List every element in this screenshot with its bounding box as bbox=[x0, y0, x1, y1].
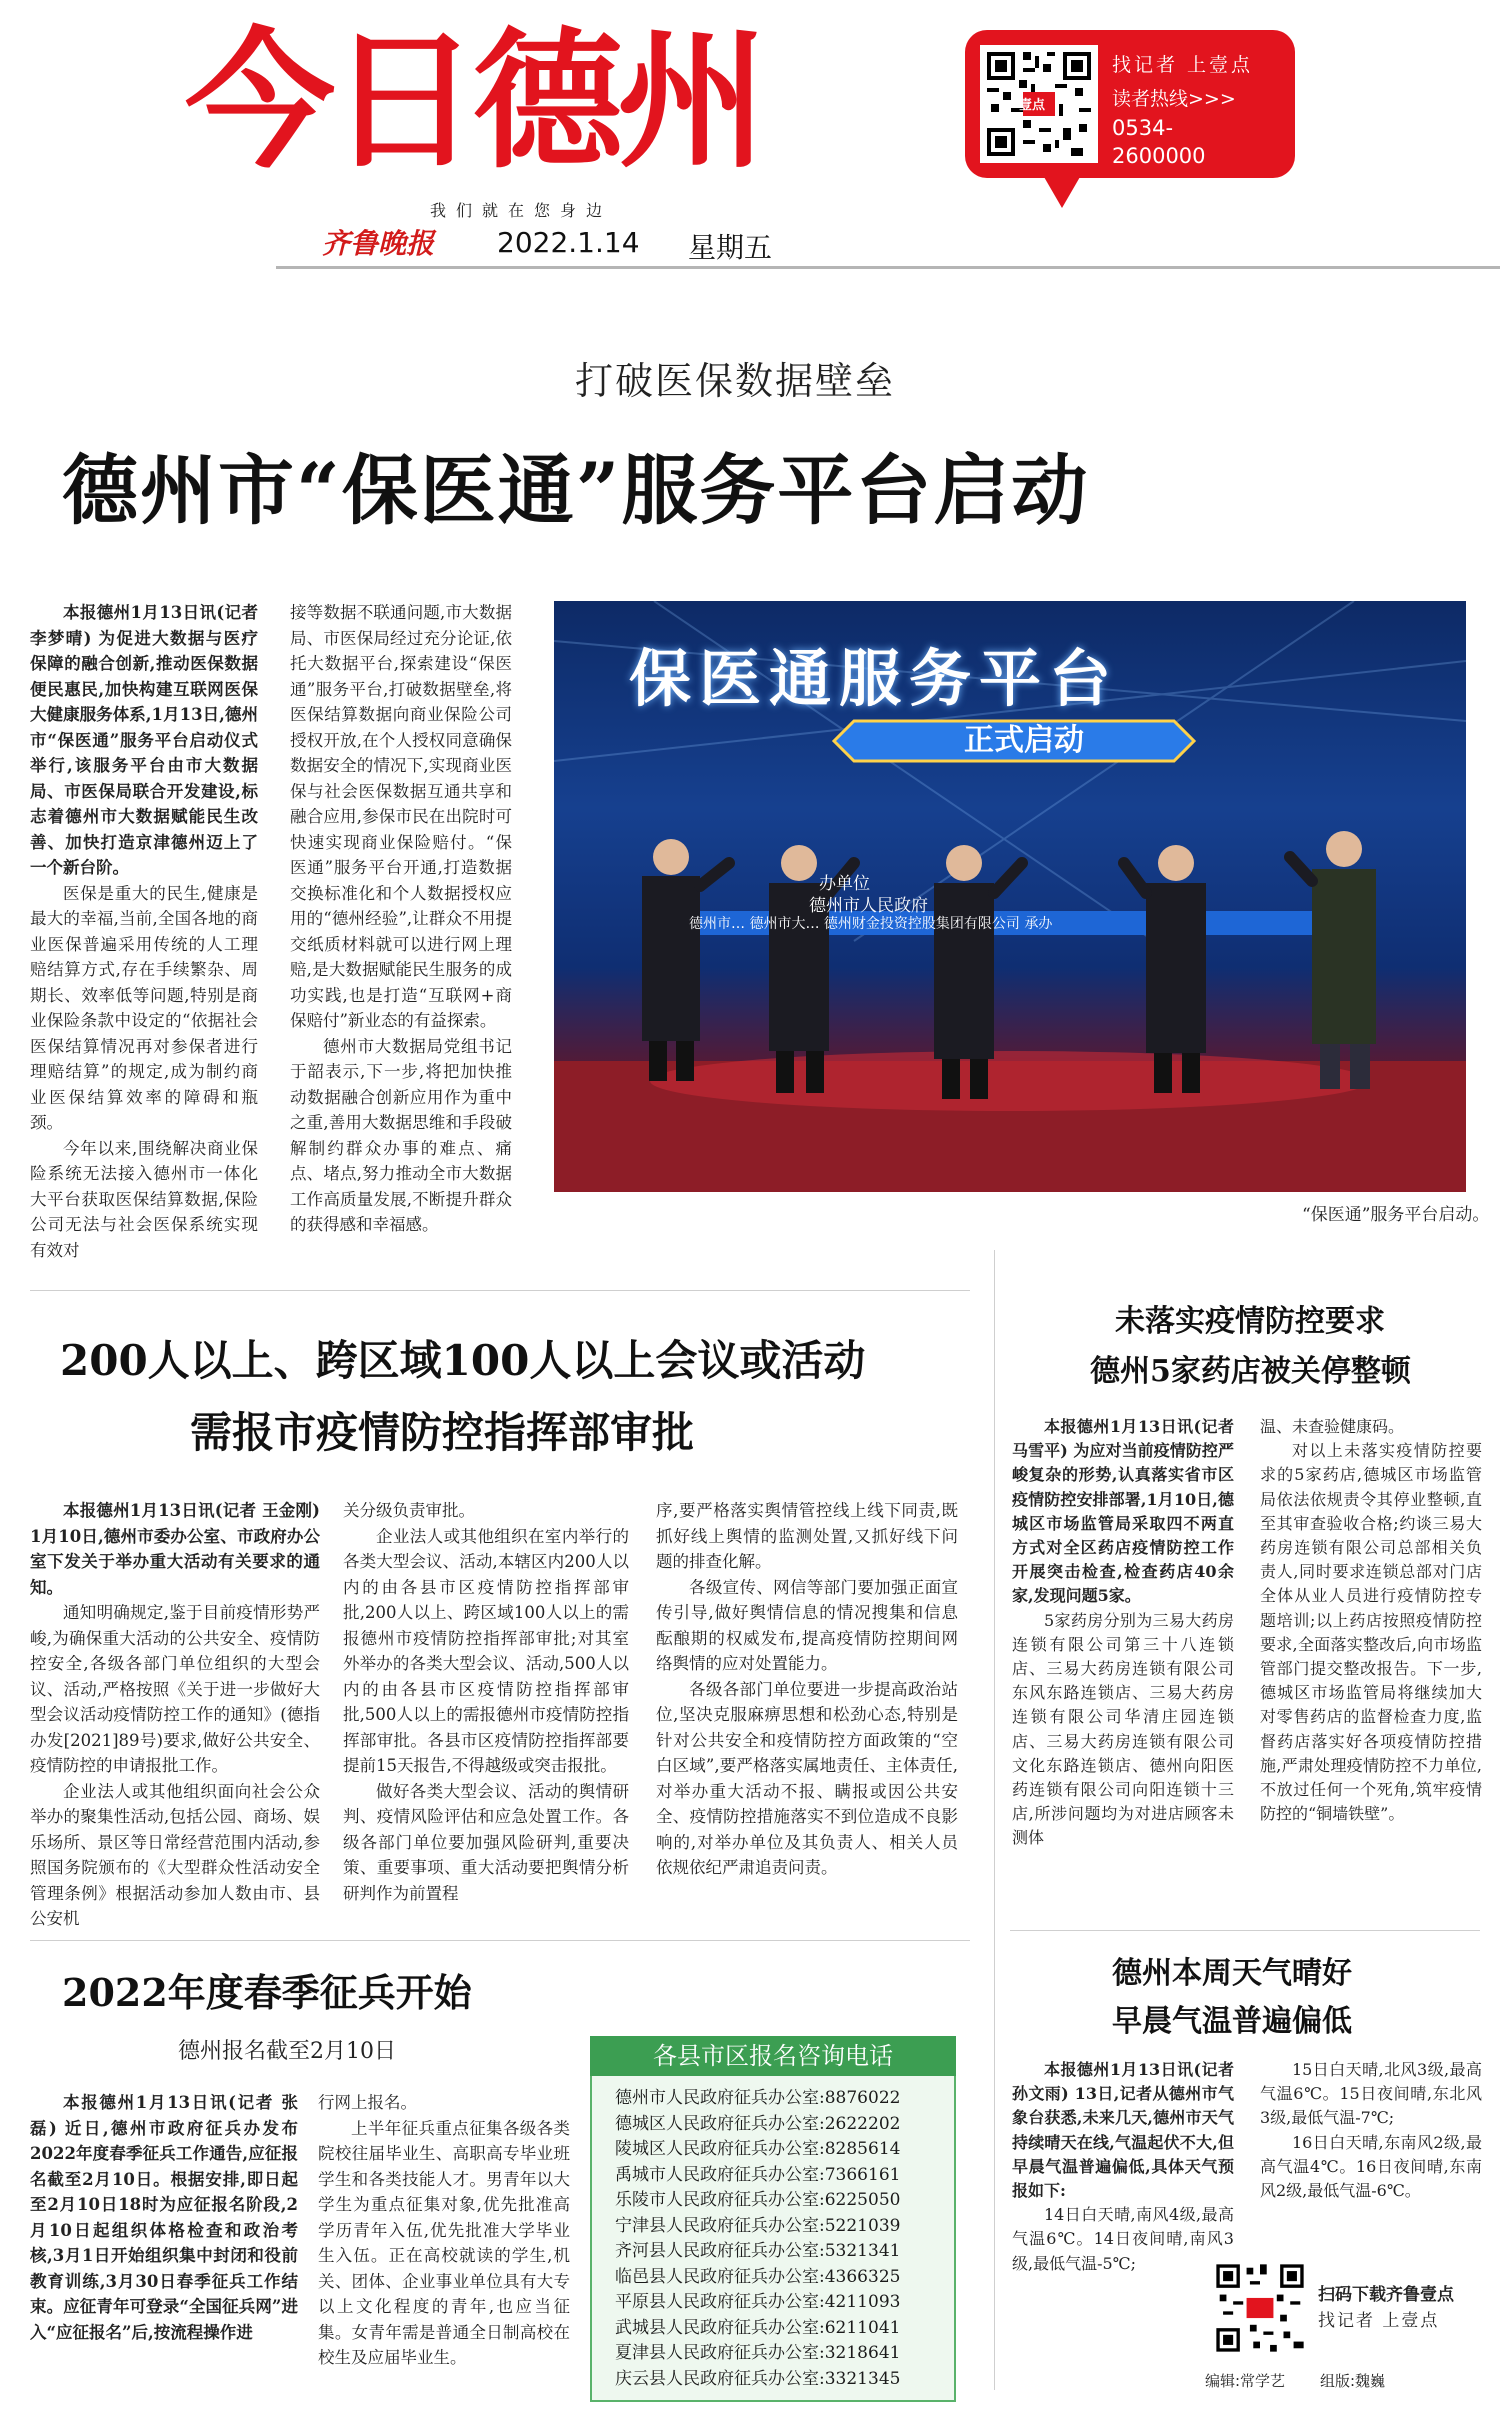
lead-column-2 bbox=[290, 600, 512, 1280]
app-download-qr-icon[interactable] bbox=[1210, 2258, 1310, 2358]
phone-list-title: 各县市区报名咨询电话 bbox=[590, 2036, 956, 2076]
weather-headline-1: 德州本周天气晴好 bbox=[1112, 1956, 1352, 1991]
meeting-paragraph: 企业法人或其他组织面向社会公众举办的聚集性活动,包括公园、商场、娱乐场所、景区等日常经营范围内活动,参照国务院颁布的《大型群众性活动安全管理条例》根据活动参加人数由市、县公安机 bbox=[30, 1781, 320, 1928]
section-divider bbox=[30, 1290, 970, 1291]
photo-strip-text: 德州市… 德州市大… 德州财金投资控股集团有限公司 承办 bbox=[689, 916, 1053, 932]
office-name: 临邑县人民政府征兵办公室: bbox=[615, 2266, 825, 2287]
office-phone: 7366161 bbox=[824, 2164, 901, 2185]
office-phone: 8876022 bbox=[824, 2088, 901, 2108]
office-phone: 4211093 bbox=[824, 2292, 901, 2312]
pharmacy-paragraph: 5家药房分别为三易大药房连锁有限公司第三十八连锁店、三易大药房连锁有限公司东风东路连锁店、三易大药房连锁有限公司华清庄园连锁店、三易大药房连锁有限公司文化东路连锁店、德州向阳医药连锁有限公司向阳连锁十三店,所涉问题均为对进店顾客未测体 bbox=[1012, 1610, 1234, 1848]
phone-row bbox=[615, 2367, 945, 2393]
meeting-column-3 bbox=[656, 1498, 958, 1928]
office-phone: 4366325 bbox=[824, 2266, 901, 2287]
office-name: 禹城市人民政府征兵办公室: bbox=[615, 2164, 825, 2185]
office-name: 平原县人民政府征兵办公室: bbox=[615, 2292, 825, 2312]
find-reporter-footer: 找记者 上壹点 bbox=[1318, 2311, 1440, 2331]
lead-paragraph: 医保是重大的民生,健康是最大的幸福,当前,全国各地的商业医保普遍采用传统的人工理赔结算方式,存在手续繁杂、周期长、效率低等问题,特别是商业保险条款中设定的“依据社会医保结算情况再对参保者进行理赔结算”的规定,成为制约商业医保结算效率的障碍和瓶颈。 bbox=[30, 883, 258, 1132]
office-name: 乐陵市人民政府征兵办公室: bbox=[615, 2190, 825, 2210]
meeting-paragraph: 各级宣传、网信等部门要加强正面宣传引导,做好舆情信息的情况搜集和信息酝酿期的权威发布,提高疫情防控期间网络舆情的应对处置能力。 bbox=[656, 1577, 958, 1673]
weather-paragraph: 15日白天晴,北风3级,最高气温6℃。15日夜间晴,东北风3级,最低气温-7℃; bbox=[1260, 2060, 1482, 2128]
meeting-headline-1: 200人以上、跨区域100人以上会议或活动 bbox=[60, 1336, 866, 1385]
weather-paragraph: 16日白天晴,东南风2级,最高气温4℃。16日夜间晴,东南风2级,最低气温-6℃。 bbox=[1260, 2132, 1482, 2201]
pharmacy-headline-1: 未落实疫情防控要求 bbox=[1115, 1304, 1385, 1339]
phone-row bbox=[615, 2265, 945, 2291]
pharmacy-paragraph: 温、未查验健康码。 bbox=[1260, 1417, 1405, 1436]
phone-row bbox=[615, 2341, 945, 2367]
phone-row bbox=[615, 2214, 945, 2240]
weather-paragraph: 14日白天晴,南风4级,最高气温6℃。14日夜间晴,南风3级,最低气温-5℃; bbox=[1012, 2205, 1234, 2273]
issue-weekday: 星期五 bbox=[688, 231, 773, 264]
brand-logo: 齐鲁晚报 bbox=[322, 227, 435, 260]
section-divider bbox=[1010, 1930, 1480, 1931]
lead-paragraph: 德州市大数据局党组书记于韶表示,下一步,将把加快推动数据融合创新应用作为重中之重,善用大数据思维和手段破解制约群众办事的难点、痛点、堵点,努力推动全市大数据工作高质量发展,不断提升群众的获得感和幸福感。 bbox=[290, 1036, 512, 1234]
office-name: 夏津县人民政府征兵办公室: bbox=[615, 2343, 825, 2363]
meeting-headline-2: 需报市疫情防控指挥部审批 bbox=[190, 1408, 695, 1457]
conscription-column-2 bbox=[318, 2090, 570, 2400]
weather-paragraph: 本报德州1月13日讯(记者 孙文雨) 13日,记者从德州市气象台获悉,未来几天,德州市天气持续晴天在线,气温起伏不大,但早晨气温普遍偏低,具体天气预报如下: bbox=[1012, 2060, 1234, 2201]
office-name: 德城区人民政府征兵办公室: bbox=[615, 2113, 825, 2134]
office-phone: 3321345 bbox=[824, 2368, 901, 2389]
office-phone: 5221039 bbox=[824, 2215, 901, 2236]
pharmacy-paragraph: 对以上未落实疫情防控要求的5家药店,德城区市场监管局依法依规责令其停业整顿,直至其审查验收合格;约谈三易大药房连锁有限公司总部相关负责人,同时要求连锁总部对门店全体从业人员进行疫情防控专题培训;以上药店按照疫情防控要求,全面落实整改后,向市场监管部门提交整改报告。下一步,德城区市场监管局将继续加大对零售药店的监督检查力度,监督药店落实好各项疫情防控措施,严肃处理疫情防控不力单位,不放过任何一个死角,筑牢疫情防控的“铜墙铁壁”。 bbox=[1260, 1441, 1482, 1824]
meeting-paragraph: 企业法人或其他组织在室内举行的各类大型会议、活动,本辖区内200人以内的由各县市区疫情防控指挥部审批,200人以上、跨区域100人以上的需报德州市疫情防控指挥部审批;对其室外举办的各类大型会议、活动,500人以内的由各县市区疫情防控指挥部审批,500人以上的需报德州市疫情防控指挥部审批。各县市区疫情防控指挥部要提前15天报告,不得越级或突击报批。 bbox=[343, 1526, 629, 1775]
phone-row bbox=[615, 2086, 945, 2112]
layout-credit: 组版:魏巍 bbox=[1320, 2372, 1386, 2390]
meeting-paragraph: 通知明确规定,鉴于目前疫情形势严峻,为确保重大活动的公共安全、疫情防控安全,各级各部门单位组织的大型会议、活动,严格按照《关于进一步做好大型会议活动疫情防控工作的通知》(德指办发[2021]89号)要求,做好公共安全、疫情防控的申请报批工作。 bbox=[30, 1603, 320, 1775]
qr-code-icon[interactable] bbox=[980, 45, 1098, 163]
lead-column-1 bbox=[30, 600, 258, 1280]
office-name: 武城县人民政府征兵办公室: bbox=[615, 2317, 825, 2338]
hotline-phone-number: 2600000 bbox=[1112, 144, 1206, 168]
lead-paragraph: 接等数据不联通问题,市大数据局、市医保局经过充分论证,依托大数据平台,探索建设“保医通”服务平台,打破数据壁垒,将医保结算数据向商业保险公司授权开放,在个人授权同意确保数据安全的情况下,实现商业医保与社会医保数据互通共享和融合应用,参保市民在出院时可快速实现商业保险赔付。“保医通”服务平台开通,打造数据交换标准化和个人数据授权应用的“德州经验”,让群众不用提交纸质材料就可以进行网上理赔,是大数据赋能民生服务的成功实践,也是打造“互联网+商保赔付”新业态的有益探索。 bbox=[290, 603, 512, 1030]
lead-kicker: 打破医保数据壁垒 bbox=[575, 359, 896, 403]
pharmacy-column-2 bbox=[1260, 1415, 1482, 1920]
conscription-headline: 2022年度春季征兵开始 bbox=[62, 1970, 472, 2015]
editor-credit: 编辑:常学艺 bbox=[1205, 2372, 1286, 2390]
lead-headline: 德州市“保医通”服务平台启动 bbox=[62, 446, 1090, 535]
meeting-paragraph: 做好各类大型会议、活动的舆情研判、疫情风险评估和应急处置工作。各级各部门单位要加强风险研判,重要决策、重要事项、重大活动要把舆情分析研判作为前置程 bbox=[343, 1781, 629, 1903]
meeting-paragraph: 本报德州1月13日讯(记者 王金刚) 1月10日,德州市委办公室、市政府办公室下发关于举办重大活动有关要求的通知。 bbox=[30, 1501, 320, 1597]
office-phone: 3218641 bbox=[824, 2343, 901, 2363]
hotline-label: 读者热线>>> bbox=[1112, 88, 1236, 110]
phone-row bbox=[615, 2112, 945, 2138]
masthead-title: 今日德州 bbox=[185, 15, 762, 189]
launch-ceremony-photo bbox=[554, 601, 1466, 1192]
hotline-phone-area: 0534- bbox=[1112, 116, 1174, 140]
meeting-column-2 bbox=[343, 1498, 629, 1928]
meeting-paragraph: 关分级负责审批。 bbox=[343, 1501, 475, 1520]
masthead-slogan: 我们就在您身边 bbox=[430, 201, 613, 220]
office-name: 宁津县人民政府征兵办公室: bbox=[615, 2215, 825, 2236]
bubble-tail bbox=[1040, 170, 1084, 208]
office-phone: 2622202 bbox=[824, 2113, 901, 2134]
office-phone: 6211041 bbox=[824, 2317, 901, 2338]
photo-banner-text: 正式启动 bbox=[964, 723, 1084, 758]
photo-screen-title: 保医通服务平台 bbox=[629, 642, 1120, 715]
office-name: 陵城区人民政府征兵办公室: bbox=[615, 2139, 825, 2159]
weather-column-1 bbox=[1012, 2058, 1234, 2398]
conscription-paragraph: 本报德州1月13日讯(记者 张磊) 近日,德州市政府征兵办发布2022年度春季征兵工作通告,应征报名截至2月10日。根据安排,即日起至2月10日18时为应征报名阶段,2月10日起组织体格检查和政治考核,3月1日开始组织集中封闭和役前教育训练,3月30日春季征兵工作结束。应征青年可登录“全国征兵网”进入“应征报名”后,按流程操作进 bbox=[30, 2093, 298, 2342]
phone-row bbox=[615, 2188, 945, 2214]
app-download-text: 扫码下载齐鲁壹点 bbox=[1318, 2285, 1454, 2305]
phone-row bbox=[615, 2316, 945, 2342]
photo-organizer: 德州市人民政府 bbox=[809, 896, 928, 916]
office-name: 庆云县人民政府征兵办公室: bbox=[615, 2368, 825, 2389]
photo-caption: “保医通”服务平台启动。 bbox=[1302, 1205, 1490, 1225]
issue-date: 2022.1.14 bbox=[497, 226, 640, 259]
phone-list bbox=[615, 2086, 945, 2392]
phone-row bbox=[615, 2290, 945, 2316]
office-phone: 5321341 bbox=[824, 2241, 901, 2261]
column-divider bbox=[994, 1250, 995, 2390]
phone-row bbox=[615, 2137, 945, 2163]
conscription-subhead: 德州报名截至2月10日 bbox=[178, 2039, 396, 2064]
masthead-rule bbox=[276, 266, 1500, 269]
phone-row bbox=[615, 2163, 945, 2189]
weather-headline-2: 早晨气温普遍偏低 bbox=[1112, 2004, 1352, 2039]
conscription-paragraph: 上半年征兵重点征集各级各类院校往届毕业生、高职高专毕业班学生和各类技能人才。男青年以大学生为重点征集对象,优先批准高学历青年入伍,优先批准大学毕业生入伍。正在高校就读的学生,机关、团体、企业事业单位具有大专以上文化程度的青年,也应当征集。女青年需是普通全日制高校在校生及应届毕业生。 bbox=[318, 2118, 570, 2367]
conscription-column-1 bbox=[30, 2090, 298, 2400]
section-divider bbox=[30, 1940, 970, 1941]
office-phone: 6225050 bbox=[824, 2190, 901, 2210]
phone-row bbox=[615, 2239, 945, 2265]
photo-organizer-label: 办单位 bbox=[819, 874, 870, 894]
qr-logo-text: 壹点 bbox=[1019, 98, 1046, 113]
meeting-column-1 bbox=[30, 1498, 320, 1928]
pharmacy-column-1 bbox=[1012, 1415, 1234, 1920]
meeting-paragraph: 序,要严格落实舆情管控线上线下同责,既抓好线上舆情的监测处置,又抓好线下问题的排查化解。 bbox=[656, 1501, 958, 1571]
office-phone: 8285614 bbox=[824, 2139, 901, 2159]
meeting-paragraph: 各级各部门单位要进一步提高政治站位,坚决克服麻痹思想和松劲心态,特别是针对公共安全和疫情防控方面政策的“空白区域”,要严格落实属地责任、主体责任,对举办重大活动不报、瞒报或因公共安全、疫情防控措施落实不到位造成不良影响的,对举办单位及其负责人、相关人员依规依纪严肃追责问责。 bbox=[656, 1679, 958, 1877]
office-name: 德州市人民政府征兵办公室: bbox=[615, 2088, 825, 2108]
pharmacy-paragraph: 本报德州1月13日讯(记者 马雪平) 为应对当前疫情防控严峻复杂的形势,认真落实省市区疫情防控安排部署,1月10日,德城区市场监管局采取四不两直方式对全区药店疫情防控工作开展突击检查,检查药店40余家,发现问题5家。 bbox=[1012, 1417, 1234, 1606]
office-name: 齐河县人民政府征兵办公室: bbox=[615, 2241, 825, 2261]
conscription-paragraph: 行网上报名。 bbox=[318, 2093, 417, 2112]
lead-paragraph: 今年以来,围绕解决商业保险系统无法接入德州市一体化大平台获取医保结算数据,保险公司无法与社会医保系统实现有效对 bbox=[30, 1138, 258, 1260]
find-reporter-text: 找记者 上壹点 bbox=[1112, 54, 1254, 76]
lead-paragraph: 本报德州1月13日讯(记者 李梦晴) 为促进大数据与医疗保障的融合创新,推动医保数据便民惠民,加快构建互联网医保大健康服务体系,1月13日,德州市“保医通”服务平台启动仪式举行,该服务平台由市大数据局、市医保局联合开发建设,标志着德州市大数据赋能民生改善、加快打造京津德州迈上了一个新台阶。 bbox=[30, 603, 258, 877]
weather-column-2 bbox=[1260, 2058, 1482, 2208]
pharmacy-headline-2: 德州5家药店被关停整顿 bbox=[1090, 1354, 1411, 1389]
